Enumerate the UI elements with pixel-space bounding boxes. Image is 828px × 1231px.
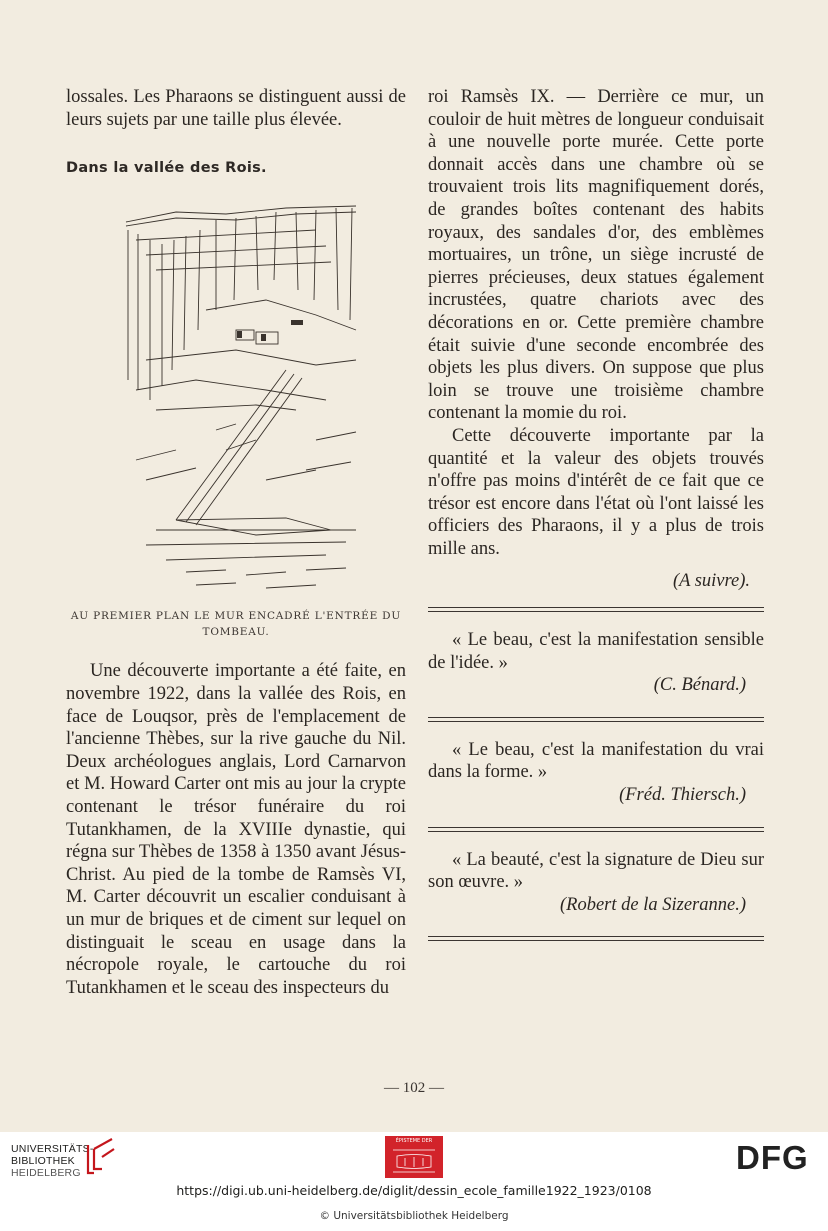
episteme-logo-text: ÉPISTEME DER (395, 1138, 433, 1144)
quote-author: (Fréd. Thiersch.) (619, 785, 746, 806)
tomb-entrance-illustration (116, 200, 366, 598)
quote-text: « La beauté, c'est la signature de Dieu sur son œuvre. » (428, 849, 764, 893)
double-rule (428, 936, 764, 942)
university-library-logo-icon[interactable] (84, 1135, 116, 1177)
intro-text: lossales. Les Pharaons se distinguent aussi de leurs sujets par une taille plus élevée. (66, 87, 406, 130)
closing-paragraph: Cette découverte importante par la quantité et la valeur des objets trouvés n'offre pas moins d'intérêt de ce fait que ce trésor est encore dans l'état où l'ont laissé les officiers des Pharaons, il y a plus de trois mille ans. (428, 425, 764, 559)
dfg-logo-icon[interactable] (736, 1140, 816, 1172)
section-heading: Dans la vallée des Rois. (66, 160, 267, 177)
double-rule (428, 607, 764, 613)
right-column (428, 86, 764, 942)
quote-text: « Le beau, c'est la manifestation sensible de l'idée. » (428, 630, 764, 673)
copyright-notice: © Universitätsbibliothek Heidelberg (319, 1210, 509, 1222)
double-rule (428, 827, 764, 833)
continuation-paragraph: roi Ramsès IX. — Derrière ce mur, un couloir de huit mètres de longueur conduisait à une nouvelle porte murée. Cette porte donnait accès dans une chambre où se trouvaient trois lits magnifiquement dorés, de grandes boîtes contenant des habits royaux, des sandales d'or, des emblèmes mortuaires, un trône, un siège incrusté de pierres précieuses, deux statues également incrustées, quatre chariots avec des décorations en or. Cette première chambre était suivie d'une seconde encombrée des objets les plus divers. On suppose que plus loin se trouve une troisième chambre contenant la momie du roi. (428, 87, 764, 424)
double-rule (428, 717, 764, 723)
dfg-logo-text: DFG (736, 1140, 809, 1172)
left-column (66, 86, 406, 999)
quote-author: (Robert de la Sizeranne.) (560, 894, 746, 915)
to-be-continued: (A suivre). (672, 571, 750, 592)
document-url[interactable]: https://digi.ub.uni-heidelberg.de/diglit/dessin_ecole_famille1922_1923/0108 (176, 1183, 652, 1198)
quote-author: (C. Bénard.) (653, 675, 746, 696)
figure-caption: AU PREMIER PLAN LE MUR ENCADRÉ L'ENTRÉE DU TOMBEAU. (70, 610, 402, 639)
library-name[interactable]: UNIVERSITÄTS- BIBLIOTHEK HEIDELBERG (11, 1143, 94, 1179)
article-paragraph: Une découverte importante a été faite, en novembre 1922, dans la vallée des Rois, en face de Louqsor, près de l'emplacement de l'ancienne Thèbes, sur la rive gauche du Nil. Deux archéologues anglais, Lord Carnarvon et M. Howard Carter ont mis au jour la crypte contenant le trésor funéraire du roi Tutankhamen, de la XVIIIe dynastie, qui régna sur Thèbes de 1358 à 1350 avant Jésus-Christ. Au pied de la tombe de Ramsès VI, M. Carter découvrit un escalier conduisant à un mur de briques et de ciment sur lequel on distinguait le sceau en usage dans la nécropole royale, le cartouche du roi Tutankhamen et le sceau des inspecteurs du (66, 661, 406, 998)
page-number: — 102 — (384, 1080, 444, 1096)
quote-text: « Le beau, c'est la manifestation du vrai dans la forme. » (428, 739, 764, 783)
